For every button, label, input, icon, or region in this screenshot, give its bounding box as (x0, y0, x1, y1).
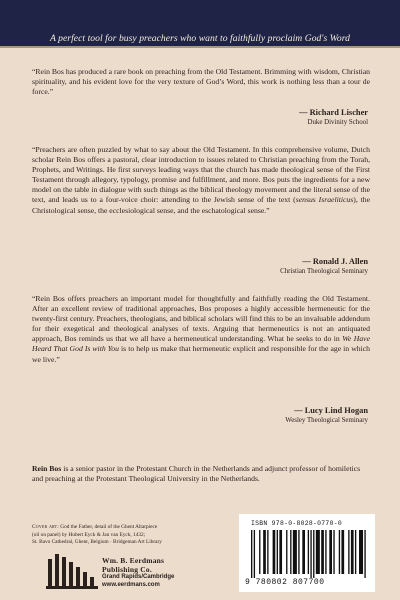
barcode-bar (267, 530, 268, 574)
author-bio-text: is a senior pastor in the Protestant Church in the Netherlands and adjunct professor of homiletics and preaching at the Protestant Theological University in the Netherlands. (32, 464, 361, 484)
endorsement-hogan-text-1: “Rein Bos offers preachers an important model for thoughtfully and faithfully reading the Old Testament. After an excellent review of traditional approaches, Bos proposes a highly accessible hermeneutic for the twenty-first century. Preachers, theologians, and biblical scholars will find this to be an invaluable addendum for their exegetical and theological analyses of texts. Arguing that hermeneutics is not an antiquated approach, Bos reminds us that we all have a hermeneutical understanding. What he seeks to do in (32, 294, 370, 344)
publisher-city: Grand Rapids/Cambridge (102, 574, 175, 580)
endorsement-quote-hogan (32, 294, 370, 365)
publisher-block (102, 556, 222, 589)
publisher-subtitle: Publishing Co. (102, 565, 152, 574)
endorser-institution-hogan: Wesley Theological Seminary (285, 417, 368, 424)
banner-divider (0, 46, 400, 48)
barcode-bar (325, 530, 326, 574)
barcode-bar (313, 530, 314, 578)
isbn-label: ISBN 978-0-8028-0770-0 (251, 520, 342, 527)
barcode-bar (351, 530, 354, 574)
endorser-name-allen: — Ronald J. Allen (302, 257, 368, 266)
cover-art-line-2: (oil on panel) by Hubert Eyck & Jan van Eyck, 1432; (32, 531, 146, 538)
publisher-website: www.eerdmans.com (102, 581, 160, 588)
endorsement-allen-text-2: ), the Christological sense, the ecclesiological sense, and the eschatological sense.” (32, 195, 371, 215)
barcode-bar (321, 530, 324, 574)
endorsement-quote-lischer: “Rein Bos has produced a rare book on preaching from the Old Testament. Brimming with wisdom, Christian spirituality, and his evident love for the very texture of God’s Word, this work is nothing less than a tour de force.” (32, 67, 370, 97)
barcode-bar (298, 530, 299, 574)
cover-art-credit (32, 524, 192, 547)
endorsement-allen-text-1: “Preachers are often puzzled by what to say about the Old Testament. In this comprehensive volume, Dutch scholar Rein Bos offers a pastoral, clear introduction to issues related to Christian preaching from the Torah, Prophets, and Writings. He first surveys leading ways that the church has made theological sense of the First Testament through allegory, typology, promise and fulfillment, and more. Bos puts the ingredients for a new model on the table in dialogue with such things as the biblical theology movement and the literal sense of the text, and leads us to a four-voice choir: attending to the Jewish sense of the text ( (32, 145, 370, 205)
barcode-bar (364, 530, 365, 578)
isbn-barcode-box (239, 514, 375, 592)
barcode-bar (308, 530, 309, 574)
barcode-bar (286, 530, 287, 574)
top-banner (0, 0, 400, 46)
barcode-bar (302, 530, 305, 574)
barcode-bar (263, 530, 266, 574)
cover-art-label: Cover art: (32, 524, 59, 530)
barcode-bar (316, 530, 320, 574)
barcode-bar (341, 530, 344, 574)
barcode-bar (339, 530, 340, 574)
cover-art-line-3: St. Bavo Cathedral, Ghent, Belgium · Bridgeman Art Library (32, 539, 162, 546)
barcode-digits: 9 780802 807700 (245, 578, 325, 587)
barcode-bar (333, 530, 334, 574)
barcode-bar (348, 530, 349, 574)
barcode-bar (277, 530, 278, 574)
barcode-bar (290, 530, 291, 574)
endorsement-quote-allen (32, 145, 370, 216)
endorsement-hogan-text-2: is to help us make that hermeneutic explicit and responsible for the age in which we live.” (32, 344, 370, 364)
barcode-bar (254, 530, 255, 578)
endorser-institution-allen: Christian Theological Seminary (280, 268, 368, 275)
eerdmans-logo-icon (46, 553, 98, 589)
barcode-bar (329, 530, 332, 574)
banner-tagline: A perfect tool for busy preachers who want to faithfully proclaim God's Word (49, 33, 351, 44)
barcode-bar (251, 530, 252, 578)
barcode-icon (249, 530, 367, 578)
endorser-name-hogan: — Lucy Lind Hogan (294, 406, 368, 415)
author-name: Rein Bos (32, 464, 62, 473)
endorsement-allen-italic: sensus Israeliticus (295, 195, 354, 205)
author-bio (32, 464, 370, 484)
endorser-name-lischer: — Richard Lischer (299, 108, 368, 117)
barcode-bar (273, 530, 276, 574)
barcode-bar (259, 530, 260, 574)
publisher-name: Wm. B. Eerdmans (102, 556, 165, 565)
endorser-institution-lischer: Duke Divinity School (307, 119, 368, 126)
barcode-bar (355, 530, 356, 574)
barcode-bar (279, 530, 282, 574)
barcode-bar (293, 530, 297, 574)
barcode-bar (359, 530, 363, 574)
barcode-bar (310, 530, 311, 578)
endorsement-hogan-italic: We Have Heard That God Is with You (32, 334, 370, 354)
cover-art-line-1: God the Father, detail of the Ghent Altarpiece (58, 524, 158, 530)
